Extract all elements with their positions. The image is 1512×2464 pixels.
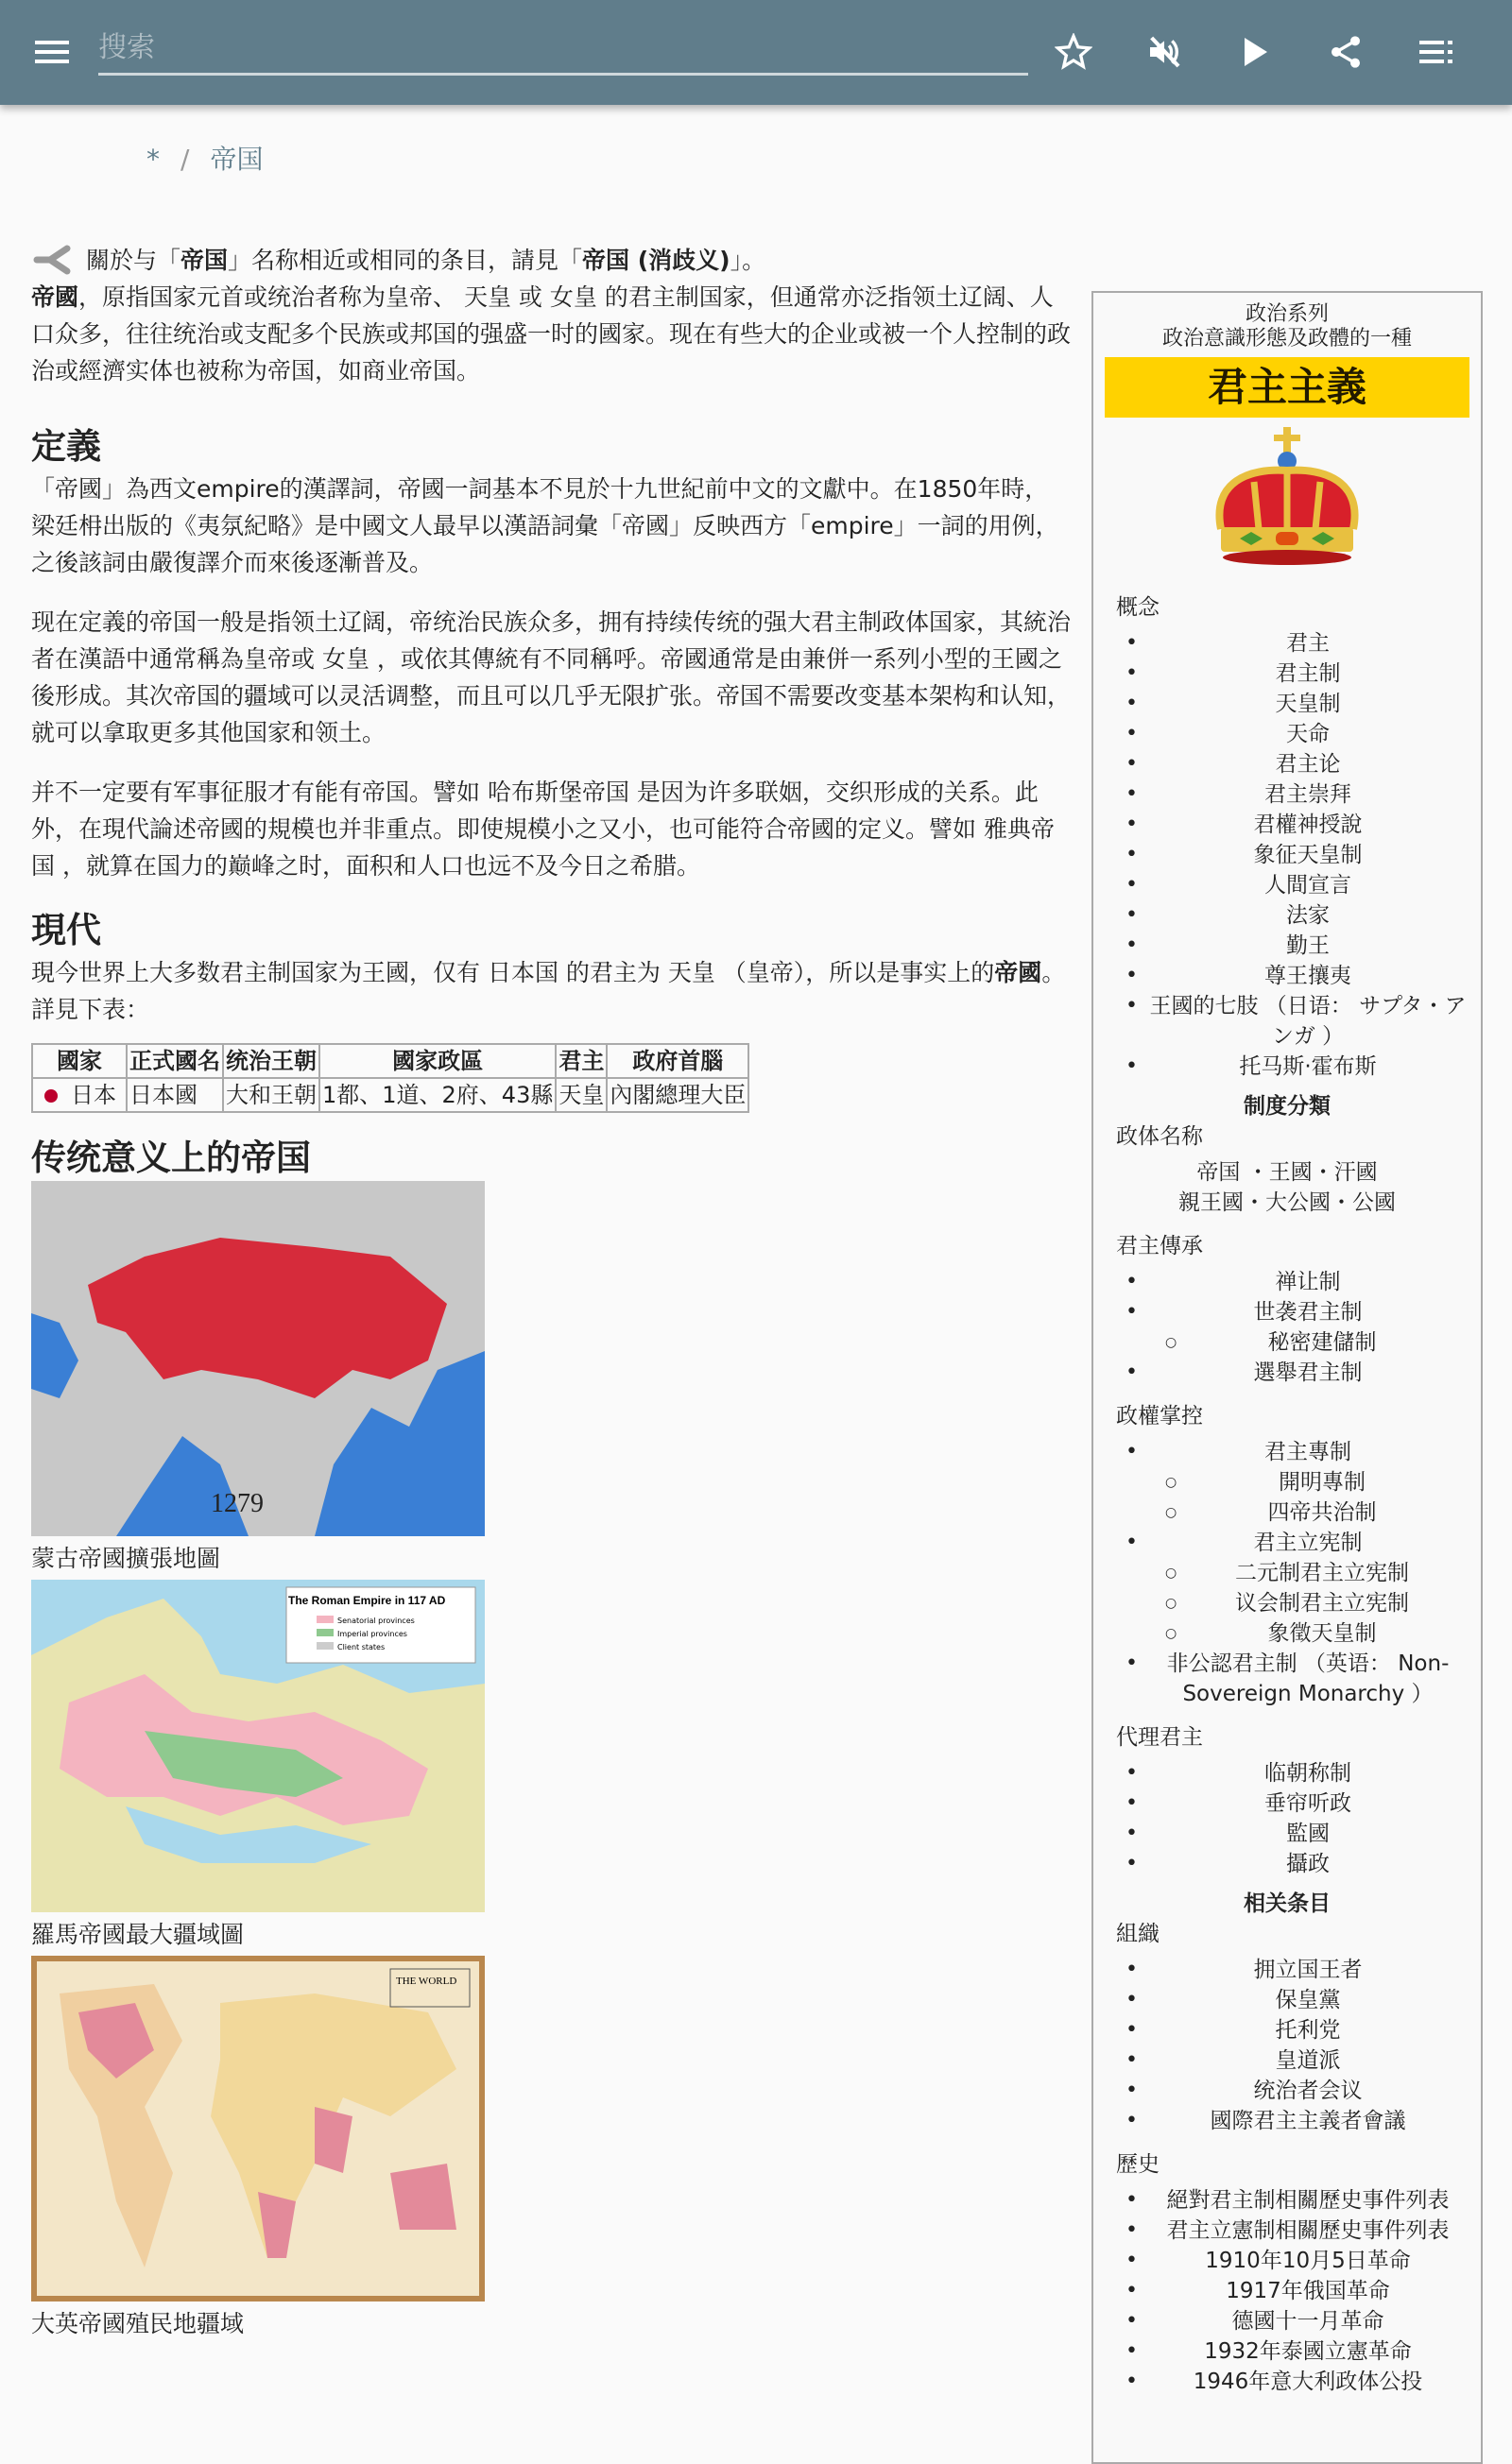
infobox-link-item[interactable]: ○ 秘密建儲制 xyxy=(1118,1327,1469,1358)
infobox-link-item[interactable]: • 國際君主主義者會議 xyxy=(1118,2106,1469,2136)
intro-paragraph xyxy=(31,279,1071,389)
disambiguation-icon xyxy=(31,241,78,279)
infobox-link-item[interactable]: • 德國十一月革命 xyxy=(1118,2306,1469,2336)
star-icon[interactable] xyxy=(1050,28,1097,76)
map-year-label: 1279 xyxy=(211,1489,264,1518)
hatnote-term: 帝国 xyxy=(180,246,229,274)
japan-flag-icon xyxy=(44,1089,58,1103)
crown-image xyxy=(1193,425,1382,576)
infobox-link-item[interactable]: ○ 開明專制 xyxy=(1118,1467,1469,1497)
definition-paragraph-3: 并不一定要有军事征服才有能有帝国。譬如 哈布斯堡帝国 是因为许多联姻，交织形成的关系。此外，在現代論述帝國的規模也并非重点。即使規模小之又小，也可能符合帝國的定义。譬如 雅典帝国 ，就算在国力的巅峰之时，面积和人口也远不及今日之希腊。 xyxy=(31,779,1055,880)
caption-british: 大英帝國殖民地疆域 xyxy=(31,2310,245,2337)
infobox-link-item[interactable]: • 临朝称制 xyxy=(1118,1758,1469,1788)
heading-modern: 現代 xyxy=(31,910,101,950)
infobox-link-item[interactable]: • 君主立憲制相關歷史事件列表 xyxy=(1118,2216,1469,2246)
infobox-link-item[interactable]: • 1910年10月5日革命 xyxy=(1118,2246,1469,2276)
infobox-link-item[interactable]: ○ 议会制君主立宪制 xyxy=(1118,1588,1469,1618)
heading-definition: 定義 xyxy=(31,426,101,467)
table-cell: 天皇 xyxy=(556,1078,607,1112)
infobox-link-item[interactable]: • 監國 xyxy=(1118,1819,1469,1849)
infobox-link-item[interactable]: • 禅让制 xyxy=(1118,1267,1469,1297)
infobox-link-item[interactable]: • 世袭君主制 xyxy=(1118,1297,1469,1327)
infobox-link-item[interactable]: • 尊王攘夷 xyxy=(1118,961,1469,991)
table-cell: 日本國 xyxy=(127,1078,223,1112)
infobox-link-item[interactable]: • 保皇黨 xyxy=(1118,1985,1469,2015)
infobox-link-item[interactable]: • 君主崇拜 xyxy=(1118,779,1469,810)
column-header: 统治王朝 xyxy=(223,1044,319,1078)
legend-item: Client states xyxy=(337,1643,386,1651)
infobox-link-item[interactable]: • 勤王 xyxy=(1118,931,1469,961)
succession-list xyxy=(1093,1267,1481,1388)
regime-label: 政体名称 xyxy=(1116,1124,1203,1149)
search-input[interactable] xyxy=(98,23,1028,76)
caption-mongol: 蒙古帝國擴張地圖 xyxy=(31,1545,221,1572)
infobox-link-item[interactable]: • 攝政 xyxy=(1118,1849,1469,1879)
top-app-bar xyxy=(0,0,1512,105)
caption-roman: 羅馬帝國最大疆域圖 xyxy=(31,1921,245,1948)
table-header-row xyxy=(32,1044,748,1078)
menu-icon[interactable] xyxy=(28,28,76,76)
column-header: 正式國名 xyxy=(127,1044,223,1078)
hatnote-text: 關於与「 xyxy=(86,246,181,274)
hatnote-link[interactable]: 帝国 (消歧义) xyxy=(582,246,730,274)
british-empire-map[interactable] xyxy=(31,1956,485,2301)
intro-text: ，原指国家元首或统治者称为皇帝、 天皇 或 女皇 的君主制国家，但通常亦泛指领土辽阔、人口众多，往往统治或支配多个民族或邦国的强盛一时的國家。现在有些大的企业或被一个人控制的政治或經濟实体也被称为帝国，如商业帝国。 xyxy=(31,283,1072,385)
infobox-link-item[interactable]: • 垂帘听政 xyxy=(1118,1788,1469,1819)
regent-list xyxy=(1093,1758,1481,1879)
history-list xyxy=(1093,2185,1481,2397)
infobox-link-item[interactable]: • 君主 xyxy=(1118,628,1469,659)
table-row xyxy=(32,1078,748,1112)
modern-text: 。詳見下表： xyxy=(31,959,1066,1023)
play-icon[interactable] xyxy=(1231,28,1279,76)
infobox-link-item[interactable]: ○ 二元制君主立宪制 xyxy=(1118,1558,1469,1588)
infobox-title: 君主主義 xyxy=(1105,357,1469,418)
country-link[interactable]: 日本 xyxy=(71,1082,116,1108)
modern-paragraph xyxy=(31,954,1071,1028)
infobox-link-item[interactable]: • 選舉君主制 xyxy=(1118,1358,1469,1388)
map-title: The Roman Empire in 117 AD xyxy=(288,1594,446,1607)
infobox-link-item[interactable]: • 统治者会议 xyxy=(1118,2076,1469,2106)
infobox-link-item[interactable]: • 1932年泰國立憲革命 xyxy=(1118,2336,1469,2367)
column-header: 君主 xyxy=(556,1044,607,1078)
concepts-label: 概念 xyxy=(1116,595,1160,620)
breadcrumb-root[interactable]: * xyxy=(146,144,160,175)
regime-line-2[interactable]: 親王國・大公國・公國 xyxy=(1178,1190,1396,1215)
legend-item: Imperial provinces xyxy=(337,1630,407,1638)
power-list xyxy=(1093,1437,1481,1709)
related-heading: 相关条目 xyxy=(1244,1891,1331,1916)
infobox-link-item[interactable]: • 君主專制 xyxy=(1118,1437,1469,1467)
infobox-link-item[interactable]: ○ 四帝共治制 xyxy=(1118,1497,1469,1528)
org-list xyxy=(1093,1955,1481,2136)
infobox-link-item[interactable]: • 拥立国王者 xyxy=(1118,1955,1469,1985)
breadcrumb-current[interactable]: 帝国 xyxy=(210,144,264,175)
hatnote-text: 」名称相近或相同的条目，請見「 xyxy=(228,246,583,274)
infobox-subtitle: 政治意識形態及政體的一種 xyxy=(1161,327,1412,351)
infobox-link-item[interactable]: • 天皇制 xyxy=(1118,689,1469,719)
history-label: 歷史 xyxy=(1116,2152,1160,2177)
modern-bold: 帝國 xyxy=(994,959,1042,986)
map-title: THE WORLD xyxy=(396,1976,457,1987)
hatnote xyxy=(31,241,1071,279)
monarchy-table xyxy=(31,1043,749,1113)
concepts-list xyxy=(1093,628,1481,1082)
mongol-empire-map[interactable] xyxy=(31,1181,485,1536)
power-label: 政權掌控 xyxy=(1116,1404,1203,1429)
infobox-series: 政治系列 xyxy=(1245,302,1329,326)
share-icon[interactable] xyxy=(1322,28,1369,76)
column-header: 政府首腦 xyxy=(607,1044,748,1078)
infobox-link-item[interactable]: • 非公認君主制 （英语： Non-Sovereign Monarchy ） xyxy=(1118,1649,1469,1709)
infobox-link-item[interactable]: • 君主论 xyxy=(1118,749,1469,779)
hatnote-text: 」。 xyxy=(730,246,766,274)
legend-item: Senatorial provinces xyxy=(337,1617,415,1625)
table-cell: 內閣總理大臣 xyxy=(607,1078,748,1112)
table-cell[interactable] xyxy=(32,1078,127,1112)
column-header: 國家政區 xyxy=(319,1044,556,1078)
heading-traditional: 传统意义上的帝国 xyxy=(31,1138,311,1178)
roman-empire-map[interactable] xyxy=(31,1580,485,1912)
regime-line-1[interactable]: 帝国 ・王國・汗國 xyxy=(1196,1160,1378,1185)
infobox-link-item[interactable]: • 皇道派 xyxy=(1118,2045,1469,2076)
intro-bold: 帝國 xyxy=(31,283,79,311)
infobox-link-item[interactable]: • 托利党 xyxy=(1118,2015,1469,2045)
list-icon[interactable] xyxy=(1413,28,1460,76)
table-cell: 1都、1道、2府、43縣 xyxy=(319,1078,556,1112)
infobox-link-item[interactable]: • 絕對君主制相關歷史事件列表 xyxy=(1118,2185,1469,2216)
infobox-link-item[interactable]: • 人間宣言 xyxy=(1118,870,1469,900)
infobox-link-item[interactable]: • 托马斯·霍布斯 xyxy=(1118,1052,1469,1082)
infobox-monarchism xyxy=(1091,291,1483,2464)
definition-paragraph-2: 现在定義的帝国一般是指领土辽阔，帝统治民族众多，拥有持续传统的强大君主制政体国家，其統治者在漢語中通常稱為皇帝或 女皇 ，或依其傳統有不同稱呼。帝國通常是由兼併一系列小型的王國之後形成。其次帝国的疆域可以灵活调整，而且可以几乎无限扩张。帝国不需要改变基本架构和认知，就可以拿取更多其他国家和领土。 xyxy=(31,608,1072,746)
infobox-link-item[interactable]: • 天命 xyxy=(1118,719,1469,749)
breadcrumb xyxy=(146,139,263,177)
infobox-link-item[interactable]: • 1917年俄国革命 xyxy=(1118,2276,1469,2306)
mute-icon[interactable] xyxy=(1141,28,1188,76)
infobox-link-item[interactable]: • 法家 xyxy=(1118,900,1469,931)
table-cell: 大和王朝 xyxy=(223,1078,319,1112)
regent-label: 代理君主 xyxy=(1116,1725,1203,1750)
infobox-link-item[interactable]: ○ 象徵天皇制 xyxy=(1118,1618,1469,1649)
org-label: 組織 xyxy=(1116,1922,1160,1946)
modern-text: 現今世界上大多数君主制国家为王國，仅有 日本国 的君主为 天皇 （皇帝），所以是事实上的 xyxy=(31,959,995,986)
infobox-link-item[interactable]: • 1946年意大利政体公投 xyxy=(1118,2367,1469,2397)
infobox-link-item[interactable]: • 象征天皇制 xyxy=(1118,840,1469,870)
infobox-link-item[interactable]: • 君主制 xyxy=(1118,659,1469,689)
infobox-link-item[interactable]: • 王國的七肢 （日语： サプタ・アンガ ） xyxy=(1118,991,1469,1052)
succession-label: 君主傳承 xyxy=(1116,1234,1203,1258)
column-header: 國家 xyxy=(32,1044,127,1078)
infobox-link-item[interactable]: • 君權神授說 xyxy=(1118,810,1469,840)
infobox-link-item[interactable]: • 君主立宪制 xyxy=(1118,1528,1469,1558)
classification-heading: 制度分類 xyxy=(1244,1094,1331,1119)
article-body xyxy=(31,241,1071,2345)
definition-paragraph-1: 「帝國」為西文empire的漢譯詞，帝國一詞基本不見於十九世紀前中文的文獻中。在1850年時，梁廷枏出版的《夷氛紀略》是中國文人最早以漢語詞彙「帝國」反映西方「empire」一詞的用例，之後該詞由嚴復譯介而來後逐漸普及。 xyxy=(31,475,1059,576)
breadcrumb-separator: / xyxy=(180,144,190,175)
